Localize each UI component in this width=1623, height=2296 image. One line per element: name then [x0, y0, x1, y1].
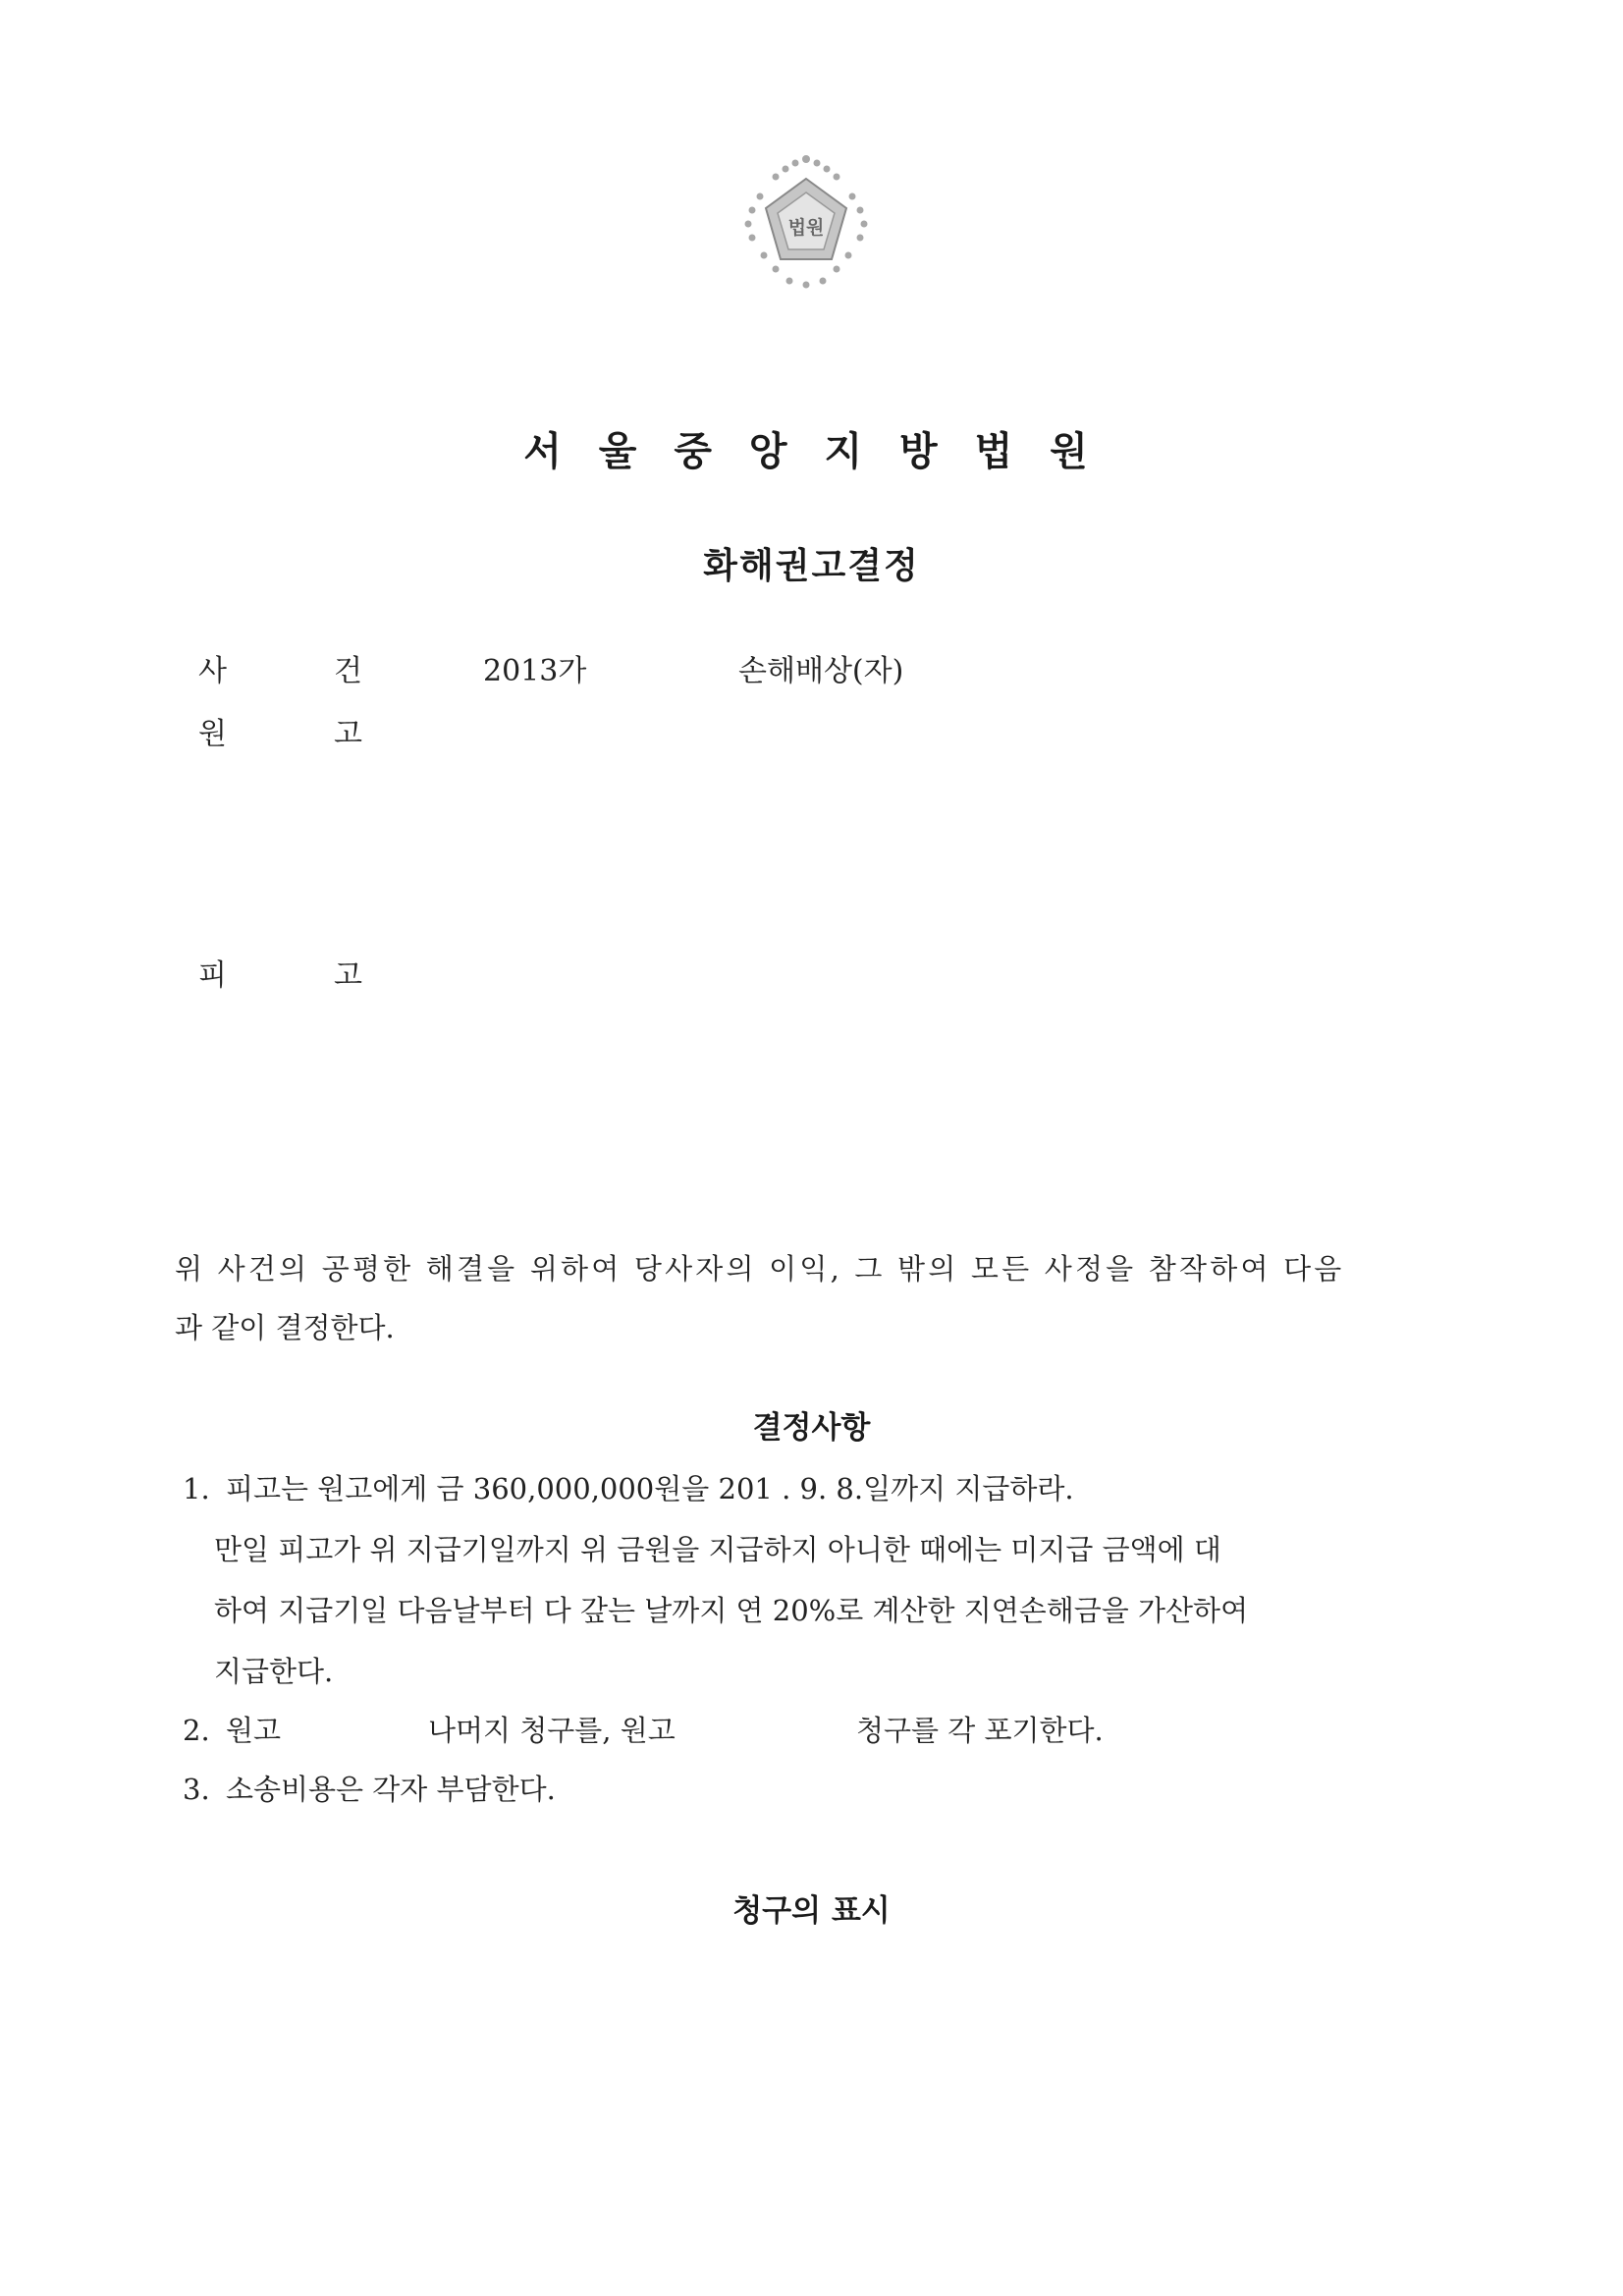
claim-heading: 청구의 표시	[732, 1893, 891, 1929]
case-name: 손해배상(자)	[738, 654, 904, 688]
item-number: 1.	[183, 1472, 210, 1505]
decision-item-1-cont-1: 만일 피고가 위 지급기일까지 위 금원을 지급하지 아니한 때에는 미지급 금액에 대	[214, 1533, 1221, 1566]
item-text: 피고는 원고에게 금 360,000,000원을 201 . 9. 8.일까지 지급하라.	[226, 1472, 1074, 1505]
case-number: 2013가	[483, 654, 587, 688]
court-emblem-icon	[738, 149, 874, 295]
decision-item-1-cont-2: 하여 지급기일 다음날부터 다 갚는 날까지 연 20%로 계산한 지연손해금을 가산하여	[214, 1594, 1249, 1627]
decision-item-1	[183, 1467, 1074, 1507]
decision-heading: 결정사항	[752, 1410, 871, 1446]
plaintiff-label-1: 원	[198, 717, 227, 751]
item-text: 소송비용은 각자 부담한다.	[226, 1773, 556, 1806]
decision-item-2	[183, 1709, 281, 1749]
svg-text:법원: 법원	[787, 217, 825, 239]
item-number: 2.	[183, 1714, 210, 1747]
preamble-line-1: 위 사건의 공평한 해결을 위하여 당사자의 이익, 그 밖의 모든 사정을 참작하여 다음	[175, 1252, 1345, 1285]
item-number: 3.	[183, 1773, 210, 1806]
item-text-a: 원고	[226, 1714, 282, 1747]
document-title: 화해권고결정	[703, 546, 920, 586]
defendant-label-1: 피	[198, 958, 227, 993]
preamble	[175, 1239, 1412, 1357]
decision-item-2-text-b: 나머지 청구를, 원고	[428, 1714, 676, 1747]
defendant-label-2: 고	[334, 958, 362, 993]
court-name: 서 울 중 앙 지 방 법 원	[523, 429, 1100, 474]
plaintiff-label-2: 고	[334, 717, 362, 751]
decision-item-1-cont-3: 지급한다.	[214, 1655, 334, 1688]
decision-item-2-text-c: 청구를 각 포기한다.	[856, 1714, 1104, 1747]
case-label-1: 사	[198, 654, 227, 688]
preamble-line-2: 과 같이 결정한다.	[175, 1311, 395, 1344]
case-label-2: 건	[334, 654, 362, 688]
decision-item-3	[183, 1768, 556, 1808]
